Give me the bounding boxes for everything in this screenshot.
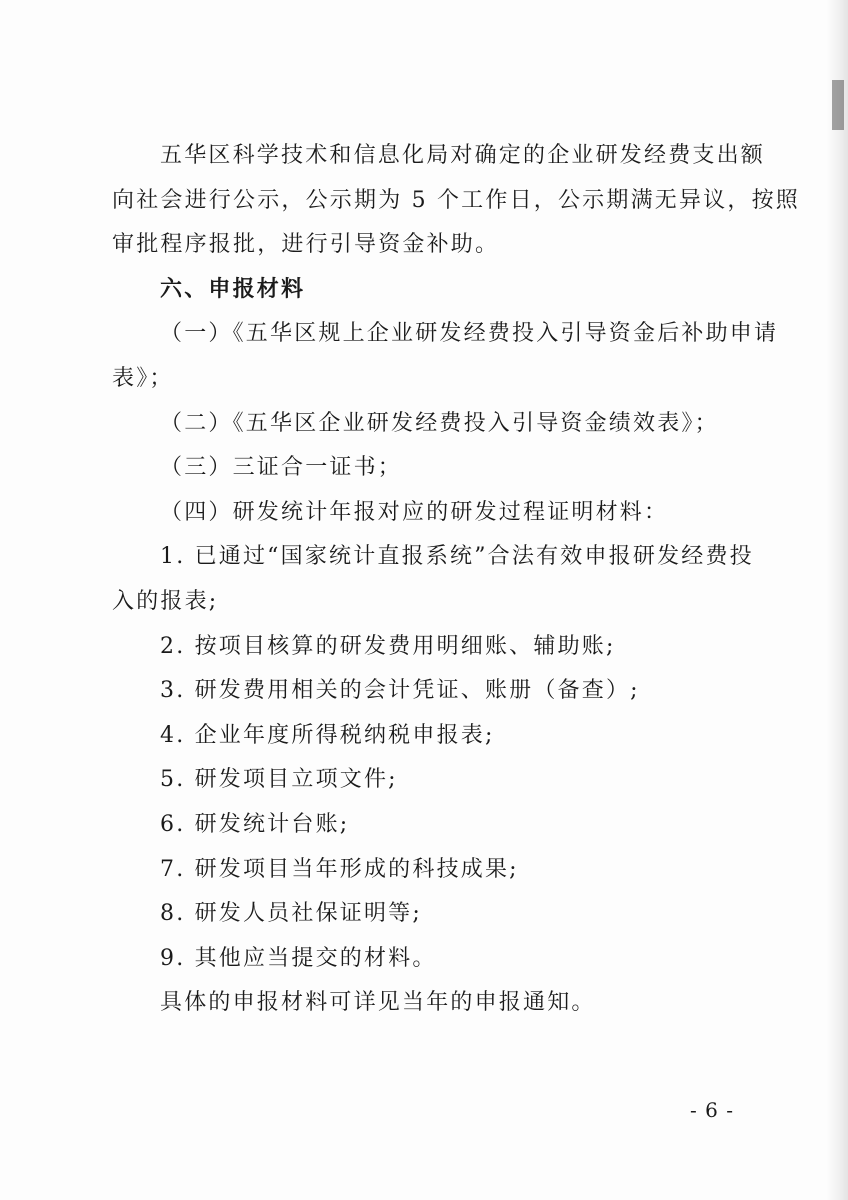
sub-list-item: 6. 研发统计台账; <box>160 811 350 837</box>
list-item: （二）《五华区企业研发经费投入引导资金绩效表》； <box>160 410 719 436</box>
list-item: （三）三证合一证书； <box>160 455 403 481</box>
paragraph-line: 审批程序报批，进行引导资金补助。 <box>112 232 500 258</box>
closing-paragraph: 具体的申报材料可详见当年的申报通知。 <box>160 990 596 1016</box>
sub-list-item: 5. 研发项目立项文件; <box>160 767 398 793</box>
sub-list-item: 2. 按项目核算的研发费用明细账、辅助账; <box>160 633 616 659</box>
list-item-continuation: 表》； <box>112 365 174 391</box>
list-item: （一）《五华区规上企业研发经费投入引导资金后补助申请 <box>160 321 779 347</box>
sub-list-item: 8. 研发人员社保证明等; <box>160 901 422 927</box>
paragraph-line: 向社会进行公示，公示期为 5 个工作日，公示期满无异议，按照 <box>112 187 800 213</box>
sub-list-item-continuation: 入的报表; <box>112 588 219 614</box>
sub-list-item: 9. 其他应当提交的材料。 <box>160 945 437 971</box>
paragraph-line: 五华区科学技术和信息化局对确定的企业研发经费支出额 <box>160 143 766 168</box>
section-heading: 六、申报材料 <box>160 276 306 302</box>
sub-list-item: 4. 企业年度所得税纳税申报表; <box>160 722 495 748</box>
document-body <box>112 134 800 1026</box>
scan-edge-mark <box>832 80 844 130</box>
page-number: - 6 - <box>690 1098 734 1122</box>
scan-edge-shadow <box>826 0 848 1200</box>
sub-list-item: 1. 已通过“国家统计直报系统”合法有效申报研发经费投 <box>160 544 754 570</box>
list-item: （四）研发统计年报对应的研发过程证明材料： <box>160 499 669 525</box>
sub-list-item: 3. 研发费用相关的会计凭证、账册（备查）; <box>160 678 640 704</box>
sub-list-item: 7. 研发项目当年形成的科技成果; <box>160 856 519 882</box>
